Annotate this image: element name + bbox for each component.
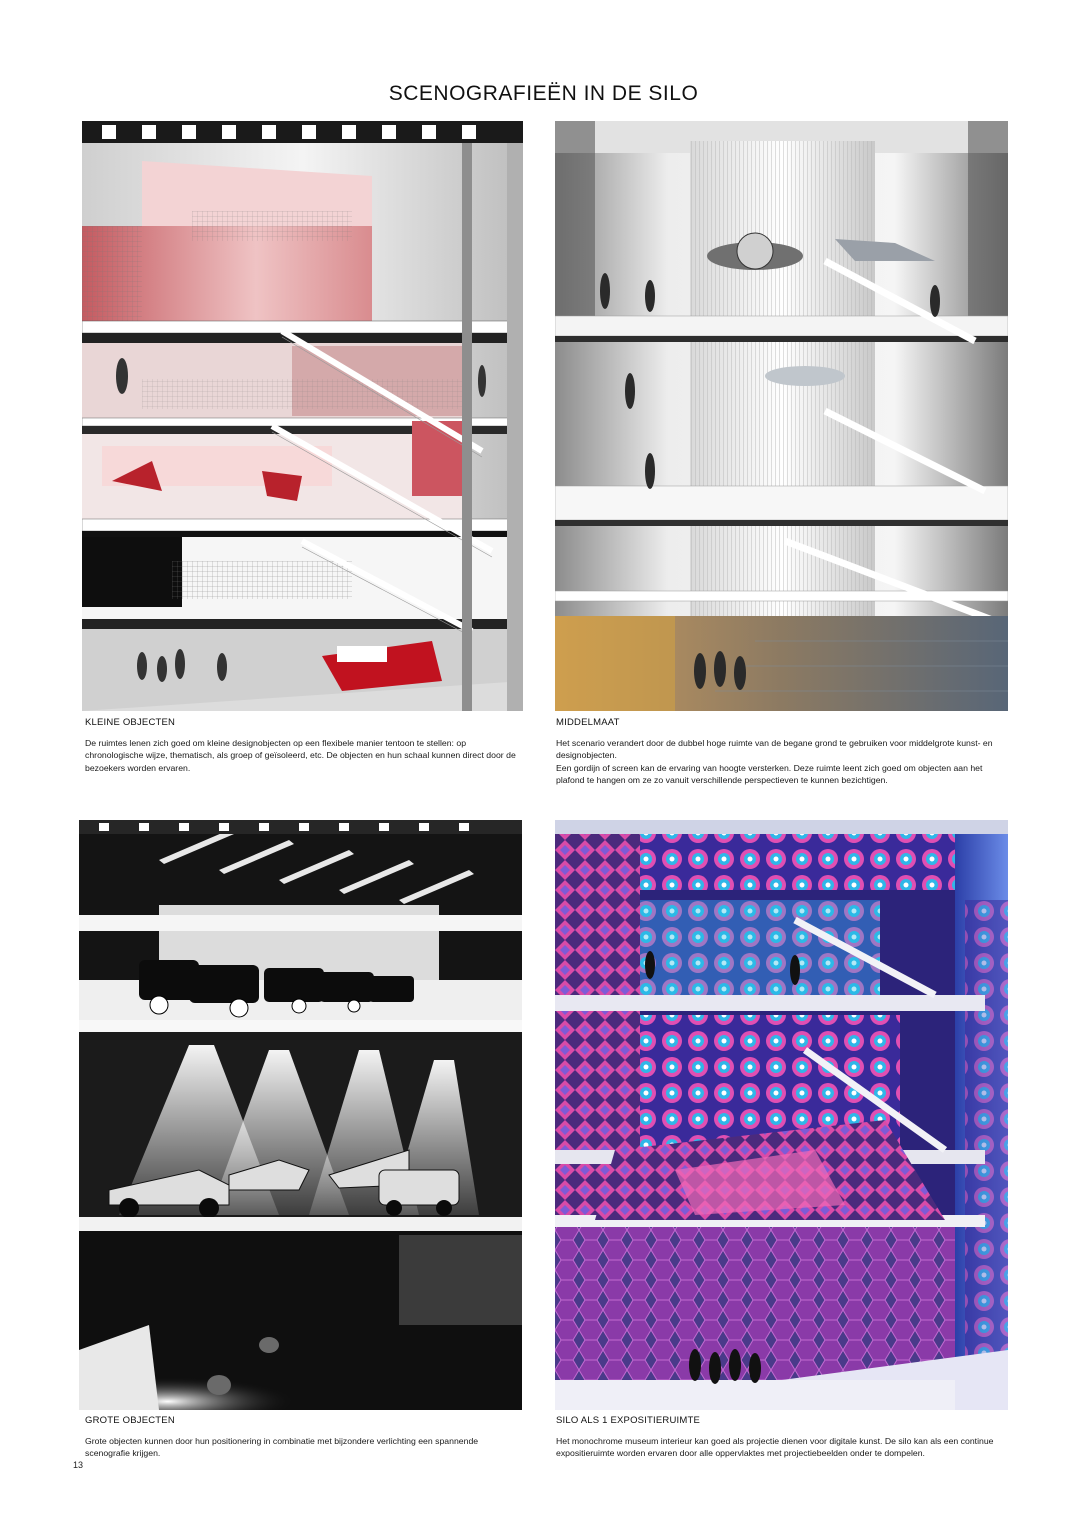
section-drawing-small-objects [82,121,523,711]
caption-medium-objects [556,717,1006,787]
page-number: 13 [73,1460,84,1470]
caption-large-objects [85,1415,525,1460]
section-image-small-objects [82,121,523,711]
caption-body: De ruimtes lenen zich goed om kleine designobjecten op een flexibele manier tentoon te stellen: op chronologische wijze, thematisch, als groep of geïsoleerd, etc. De objecten en hun schaal kunnen direct door de bezoekers worden ervaren. [85,738,516,773]
section-image-medium-objects [555,121,1008,711]
caption-projection-space [556,1415,1006,1460]
section-image-projection-space [555,820,1008,1410]
caption-heading: MIDDELMAAT [556,717,620,728]
page-title: SCENOGRAFIEËN IN DE SILO [388,82,699,105]
caption-heading: SILO ALS 1 EXPOSITIERUIMTE [556,1415,701,1426]
section-drawing-medium-objects [555,121,1008,711]
caption-heading: KLEINE OBJECTEN [85,717,176,728]
section-drawing-large-objects [79,820,522,1410]
section-drawing-projection-space [555,820,1008,1410]
caption-small-objects [85,717,525,774]
caption-body: Het scenario verandert door de dubbel hoge ruimte van de begane grond te gebruiken voor middelgrote kunst- en designobjecten. Een gordijn of screen kan de ervaring van hoogte versterken. Deze ruimte leent zich goed om objecten aan het plafond te hangen om ze zo vanuit verschillende perspectieven te kunnen bezichtigen. [556,738,993,786]
caption-heading: GROTE OBJECTEN [85,1415,175,1426]
caption-body: Grote objecten kunnen door hun positionering in combinatie met bijzondere verlichting een spannende scenografie krijgen. [85,1436,479,1459]
section-image-large-objects [79,820,522,1410]
caption-body: Het monochrome museum interieur kan goed als projectie dienen voor digitale kunst. De silo kan als een continue expositieruimte worden ervaren door alle oppervlaktes met projectiebeelden onder te dompelen. [556,1436,994,1459]
